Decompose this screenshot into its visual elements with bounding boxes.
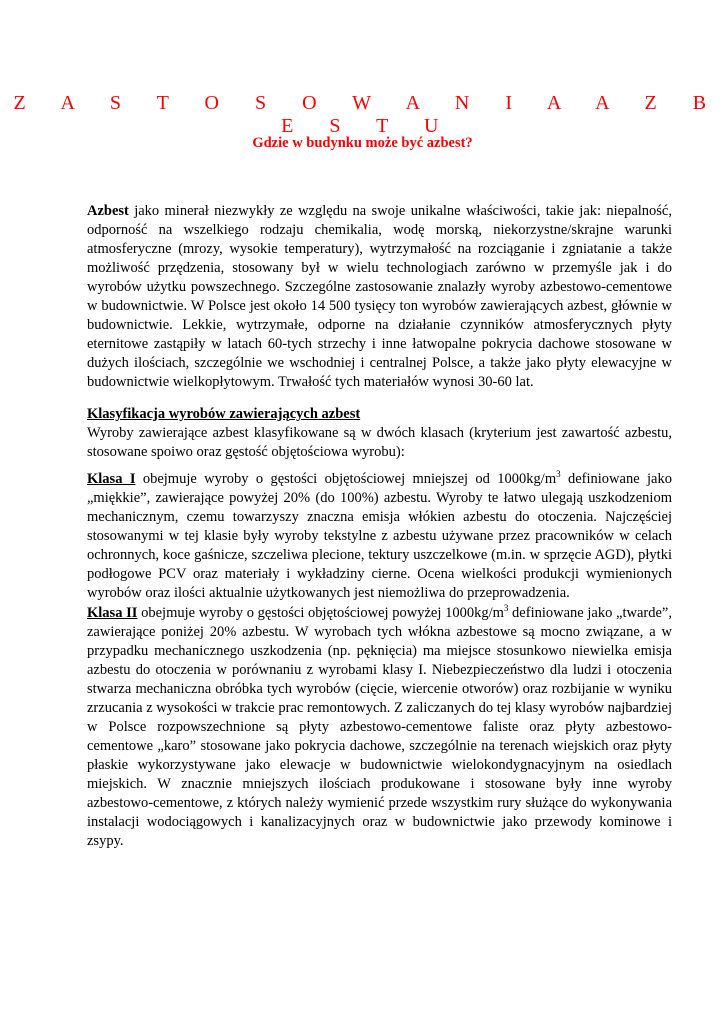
page-title: Z A S T O S O W A N I A A Z B E S T U bbox=[13, 92, 722, 137]
klasa-2-paragraph bbox=[87, 604, 672, 851]
classification-heading: Klasyfikacja wyrobów zawierających azbest bbox=[87, 406, 361, 422]
klasa-2-text-b: definiowane jako „twarde”, zawierające poniżej 20% azbestu. W wyrobach tych włókna azbestowe są mocno związane, a w przypadku mechanicznego uszkodzenia (np. pęknięcia) ma miejsce stosunkowo niewielka emisja azbestu do otoczenia w porównaniu z wyrobami klasy I. Niebezpieczeństwo dla ludzi i otoczenia stwarza mechaniczna obróbka tych wyrobów (cięcie, wiercenie otworów) oraz rozbijanie w wyniku zrzucania z wysokości w trakcie prac remontowych. Z zaliczanych do tej klasy wyrobów najbardziej w Polsce rozpowszechnione są płyty azbestowo-cementowe faliste oraz płyty azbestowo-cementowe „karo” stosowane jako pokrycia dachowe, szczególnie na terenach wiejskich oraz płyty płaskie wykorzystywane jako elewacje w budownictwie wielokondygnacyjnym na osiedlach miejskich. W znacznie mniejszych ilościach produkowane i stosowane były inne wyroby azbestowo-cementowe, z których należy wymienić przede wszystkim rury służące do wykonywania instalacji wodociągowych i kanalizacyjnych oraz w budownictwie jako przewody kominowe i zsypy. bbox=[87, 605, 672, 849]
klasa-1-label: Klasa I bbox=[87, 471, 136, 487]
klasa-1-superscript: 3 bbox=[556, 469, 561, 480]
klasa-1-paragraph bbox=[87, 470, 672, 603]
klasa-2-superscript: 3 bbox=[503, 603, 509, 614]
page-subtitle: Gdzie w budynku może być azbest? bbox=[252, 135, 473, 151]
klasa-1-text-b: definiowane jako „miękkie”, zawierające powyżej 20% (do 100%) azbestu. Wyroby te łatwo ulegają uszkodzeniom mechanicznym, czemu towarzyszy znaczna emisja włókien azbestu do otoczenia. Najczęściej stosowanymi w tej klasie były wyroby tekstylne z azbestu używane przez pracowników w celach ochronnych, koce gaśnicze, szczeliwa plecione, tektury uszczelkowe (m.in. w sprzęcie AGD), płytki podłogowe PCV oraz materiały i wykładziny cierne. Ocena wielkości produkcji wymienionych wyrobów oraz ilości aktualnie użytkowanych jest niemożliwa do przeprowadzenia. bbox=[87, 471, 672, 601]
klasa-2-label: Klasa II bbox=[87, 605, 138, 621]
classification-text: Wyroby zawierające azbest klasyfikowane są w dwóch klasach (kryterium jest zawartość azbestu, stosowane spoiwo oraz gęstość objętościowa wyrobu): bbox=[87, 425, 672, 460]
klasa-1-text-a: obejmuje wyroby o gęstości objętościowej mniejszej od 1000kg/m bbox=[135, 471, 557, 487]
intro-lead-term: Azbest bbox=[87, 203, 129, 219]
classification-section bbox=[87, 405, 672, 462]
klasa-2-text-a: obejmuje wyroby o gęstości objętościowej powyżej 1000kg/m bbox=[137, 605, 504, 621]
intro-text: jako minerał niezwykły ze względu na swoje unikalne właściwości, takie jak: niepalność, odporność na wszelkiego rodzaju chemikalia, wodę morską, niekorzystne/skrajne warunki atmosferyczne (mrozy, wysokie temperatury), wytrzymałość na rozciąganie i zgniatanie a także możliwość przędzenia, stosowany był w wielu technologiach zarówno w przemyśle jak i do wyrobów użytku powszechnego. Szczególne zastosowanie znalazły wyroby azbestowo-cementowe w budownictwie. W Polsce jest około 14 500 tysięcy ton wyrobów zawierających azbest, głównie w budownictwie. Lekkie, wytrzymałe, odporne na działanie czynników atmosferycznych płyty eternitowe zastąpiły w latach 60-tych strzechy i inne łatwopalne pokrycia dachowe stosowane w dużych ilościach, szczególnie we wschodniej i centralnej Polsce, a także jako płyty elewacyjne w budownictwie wielkopłytowym. Trwałość tych materiałów wynosi 30-60 lat. bbox=[87, 203, 672, 390]
intro-paragraph bbox=[87, 202, 672, 392]
